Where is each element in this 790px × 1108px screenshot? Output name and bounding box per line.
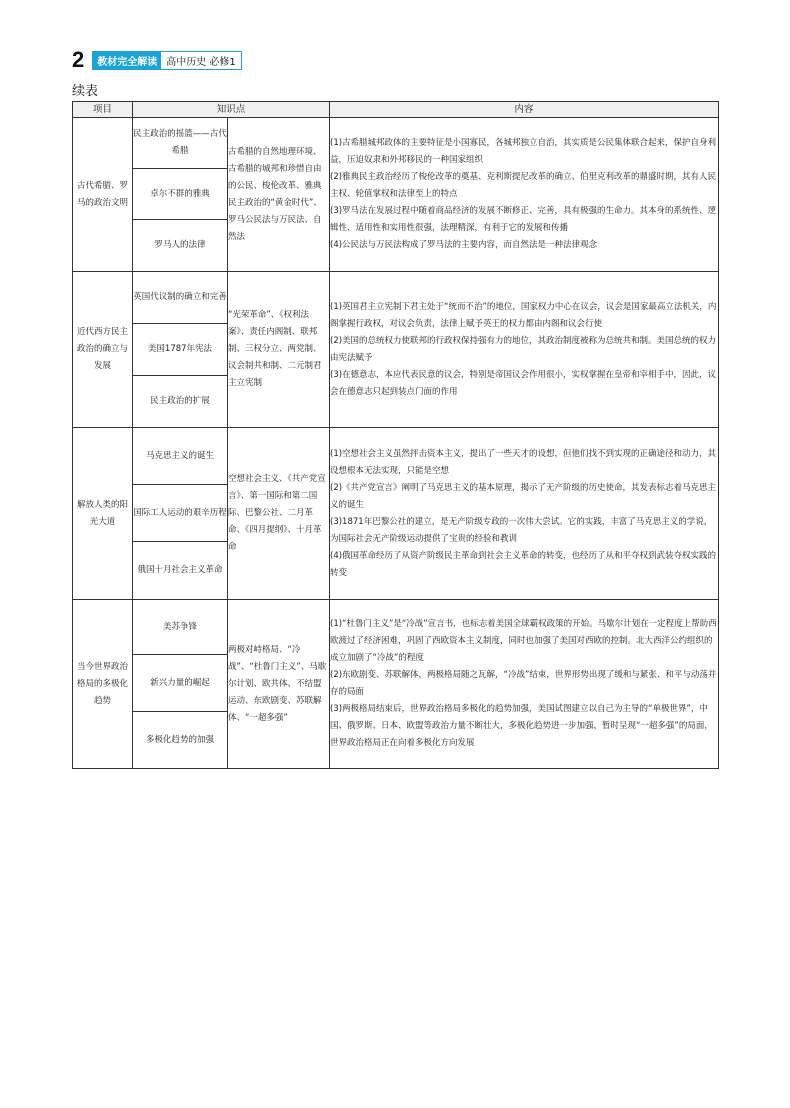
table-header-row xyxy=(73,102,719,118)
content-cell xyxy=(330,428,719,600)
content-item: (3)两极格局结束后，世界政治格局多极化的趋势加强，美国试图建立以自己为主导的“单极世界”，中国、俄罗斯、日本、欧盟等政治力量不断壮大，多极化趋势进一步加强，暂时呈现“一超多强”的局面，世界政治格局正在向着多极化方向发展 xyxy=(330,704,713,748)
subpoint-cell: 卓尔不群的雅典 xyxy=(133,169,228,220)
keywords-cell: 两极对峙格局、“冷战”、“杜鲁门主义”、马歇尔计划、欧共体、不结盟运动、东欧剧变、苏联解体、“一超多强” xyxy=(228,600,330,769)
book-badge xyxy=(92,51,242,70)
content-item: (3)在德意志，本应代表民意的议会，特别是帝国议会作用很小，实权掌握在皇帝和宰相手中，因此，议会在德意志只起到装点门面的作用 xyxy=(330,369,717,397)
table-row xyxy=(73,428,719,485)
content-item: (3)罗马法在发展过程中随着商品经济的发展不断修正、完善，具有极强的生命力。其本身的系统性、逻辑性、适用性和实用性很强，法理精深，有利于它的发展和传播 xyxy=(330,206,717,233)
content-item: (2)美国的总统权力使联邦的行政权保持强有力的地位，其政治制度被称为总统共和制。美国总统的权力由宪法赋予 xyxy=(330,335,717,363)
subpoint-cell: 多极化趋势的加强 xyxy=(133,712,228,769)
subpoint-cell: 罗马人的法律 xyxy=(133,220,228,272)
subpoint-cell: 民主政治的摇篮——古代希腊 xyxy=(133,118,228,169)
table-row xyxy=(73,600,719,655)
content-item: (1)英国君主立宪制下君主处于“统而不治”的地位，国家权力中心在议会，议会是国家最高立法机关，内阁掌握行政权，对议会负责，法律上赋予英王的权力都由内阁和议会行使 xyxy=(330,301,717,329)
content-cell xyxy=(330,600,719,769)
content-item: (1)“杜鲁门主义”是“冷战”宣言书，也标志着美国全球霸权政策的开始。马歇尔计划在一定程度上帮助西欧渡过了经济困难，巩固了西欧资本主义制度，同时也加强了美国对西欧的控制。北大西洋公约组织的成立加剧了“冷战”的程度 xyxy=(330,619,717,663)
keywords-cell: “光荣革命”、《权利法案》、责任内阁制、联邦制、三权分立、两党制、议会制共和制、二元制君主立宪制 xyxy=(228,272,330,428)
content-item: (1)古希腊城邦政体的主要特征是小国寡民，各城邦独立自治，其实质是公民集体联合起来，保护自身利益，压迫奴隶和外邦移民的一种国家组织 xyxy=(330,138,717,165)
project-cell: 当今世界政治格局的多极化趋势 xyxy=(73,600,133,769)
subpoint-cell: 美苏争锋 xyxy=(133,600,228,655)
subpoint-cell: 马克思主义的诞生 xyxy=(133,428,228,485)
page-header xyxy=(72,49,242,71)
content-item: (2)雅典民主政治经历了梭伦改革的奠基、克利斯提尼改革的确立、伯里克利改革的鼎盛时期，其有人民主权、轮值掌权和法律至上的特点 xyxy=(330,172,717,199)
table-row xyxy=(73,272,719,324)
subpoint-cell: 英国代议制的确立和完善 xyxy=(133,272,228,324)
project-cell: 近代西方民主政治的确立与发展 xyxy=(73,272,133,428)
subpoint-cell: 美国1787年宪法 xyxy=(133,324,228,376)
keywords-cell: 空想社会主义、《共产党宣言》、第一国际和第二国际、巴黎公社、二月革命、《四月提纲》、十月革命 xyxy=(228,428,330,600)
subpoint-cell: 国际工人运动的艰辛历程 xyxy=(133,485,228,542)
table-row xyxy=(73,118,719,169)
content-cell xyxy=(330,272,719,428)
content-item: (4)公民法与万民法构成了罗马法的主要内容，而自然法是一种法律观念 xyxy=(330,240,598,250)
book-title: 高中历史 必修1 xyxy=(161,52,241,69)
column-header-content: 内容 xyxy=(330,102,719,118)
content-item: (2)东欧剧变、苏联解体，两极格局随之瓦解，“冷战”结束，世界形势出现了缓和与紧张、和平与动荡并存的局面 xyxy=(330,670,717,697)
column-header-knowledge: 知识点 xyxy=(133,102,330,118)
content-item: (4)俄国革命经历了从资产阶级民主革命到社会主义革命的转变，也经历了从和平夺权到武装夺权实践的转变 xyxy=(330,550,717,578)
project-cell: 解放人类的阳光大道 xyxy=(73,428,133,600)
table-caption: 续表 xyxy=(72,84,99,99)
column-header-project: 项目 xyxy=(73,102,133,118)
content-item: (2)《共产党宣言》阐明了马克思主义的基本原理，揭示了无产阶级的历史使命，其发表标志着马克思主义的诞生 xyxy=(330,482,717,510)
subpoint-cell: 新兴力量的崛起 xyxy=(133,655,228,712)
subpoint-cell: 俄国十月社会主义革命 xyxy=(133,542,228,600)
content-item: (1)空想社会主义虽然抨击资本主义，提出了一些天才的设想，但他们找不到实现的正确途径和动力，其设想根本无法实现，只能是空想 xyxy=(330,448,717,476)
knowledge-table xyxy=(72,101,719,769)
keywords-cell: 古希腊的自然地理环境、古希腊的城邦和珍惜自由的公民、梭伦改革、雅典民主政治的“黄金时代”、罗马公民法与万民法、自然法 xyxy=(228,118,330,272)
subpoint-cell: 民主政治的扩展 xyxy=(133,376,228,428)
project-cell: 古代希腊、罗马的政治文明 xyxy=(73,118,133,272)
page-number: 2 xyxy=(72,47,85,72)
series-label: 教材完全解读 xyxy=(93,52,161,69)
content-item: (3)1871年巴黎公社的建立，是无产阶级专政的一次伟大尝试。它的实践，丰富了马克思主义的学说，为国际社会无产阶级运动提供了宝贵的经验和教训 xyxy=(330,516,713,544)
content-cell xyxy=(330,118,719,272)
